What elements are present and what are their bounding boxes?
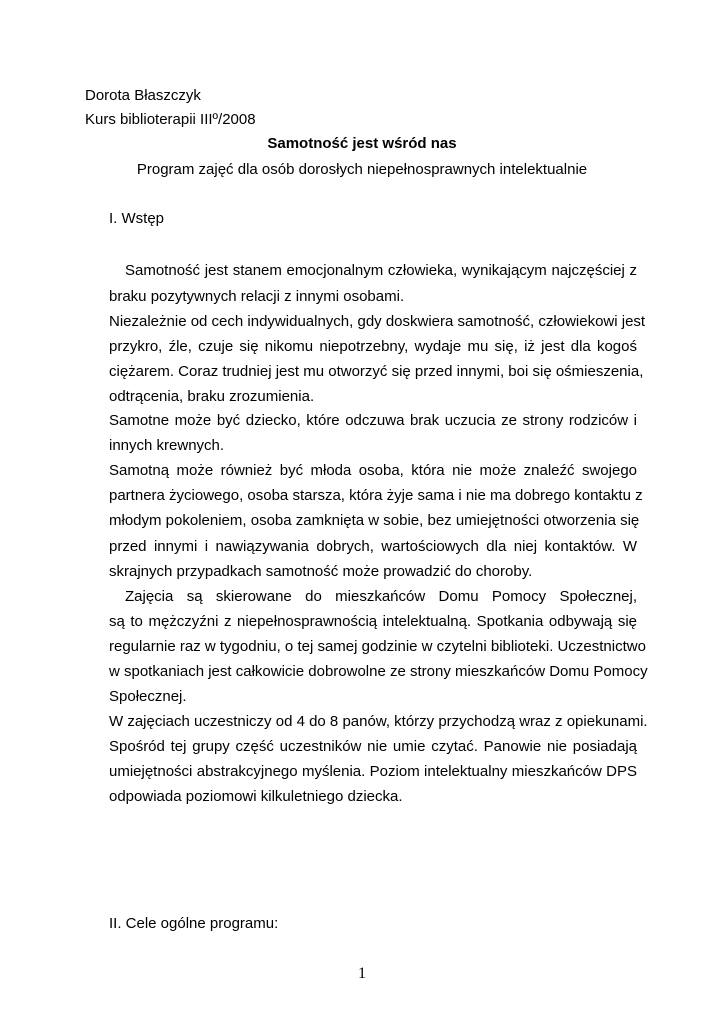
paragraph-line: w spotkaniach jest całkowicie dobrowolne ze strony mieszkańców Domu Pomocy xyxy=(109,663,648,680)
paragraph-line: W zajęciach uczestniczy od 4 do 8 panów, którzy przychodzą wraz z opiekunami. xyxy=(109,713,648,730)
document-subtitle: Program zajęć dla osób dorosłych niepełnosprawnych intelektualnie xyxy=(136,161,588,178)
section-heading-goals: II. Cele ogólne programu: xyxy=(109,915,279,932)
paragraph-line: regularnie raz w tygodniu, o tej samej godzinie w czytelni biblioteki. Uczestnictwo xyxy=(109,638,646,655)
course-name: Kurs biblioterapii IIIº/2008 xyxy=(85,111,256,128)
paragraph-line: Samotną może również być młoda osoba, która nie może znaleźć swojego xyxy=(109,462,637,479)
paragraph-line: Spośród tej grupy część uczestników nie umie czytać. Panowie nie posiadają xyxy=(109,738,637,755)
paragraph-line: innych krewnych. xyxy=(109,437,225,454)
paragraph-line: ciężarem. Coraz trudniej jest mu otworzyć się przed innymi, boi się ośmieszenia, xyxy=(109,363,644,380)
paragraph-line: partnera życiowego, osoba starsza, która żyje sama i nie ma dobrego kontaktu z xyxy=(109,487,643,504)
paragraph-line: Samotne może być dziecko, które odczuwa brak uczucia ze strony rodziców i xyxy=(109,412,637,429)
paragraph-line: braku pozytywnych relacji z innymi osobami. xyxy=(109,288,405,305)
paragraph-line: odtrącenia, braku zrozumienia. xyxy=(109,388,315,405)
page-number: 1 xyxy=(358,965,366,982)
paragraph-line: Niezależnie od cech indywidualnych, gdy doskwiera samotność, człowiekowi jest xyxy=(109,313,646,330)
paragraph-line: są to mężczyźni z niepełnosprawnością intelektualną. Spotkania odbywają się xyxy=(109,613,637,630)
author-name: Dorota Błaszczyk xyxy=(85,87,201,104)
paragraph-line: przykro, źle, czuje się nikomu niepotrzebny, wydaje mu się, iż jest dla kogoś xyxy=(109,338,637,355)
paragraph-line: odpowiada poziomowi kilkuletniego dziecka. xyxy=(109,788,403,805)
paragraph-line: Zajęcia są skierowane do mieszkańców Domu Pomocy Społecznej, xyxy=(125,588,637,605)
paragraph-line: skrajnych przypadkach samotność może prowadzić do choroby. xyxy=(109,563,533,580)
document-title: Samotność jest wśród nas xyxy=(267,135,457,152)
section-heading-intro: I. Wstęp xyxy=(109,210,165,227)
paragraph-line: Społecznej. xyxy=(109,688,187,705)
paragraph-line: umiejętności abstrakcyjnego myślenia. Poziom intelektualny mieszkańców DPS xyxy=(109,763,637,780)
paragraph-line: młodym pokoleniem, osoba zamknięta w sobie, bez umiejętności otworzenia się xyxy=(109,512,640,529)
paragraph-line: Samotność jest stanem emocjonalnym człowieka, wynikającym najczęściej z xyxy=(125,262,637,279)
paragraph-line: przed innymi i nawiązywania dobrych, wartościowych dla niej kontaktów. W xyxy=(109,538,637,555)
